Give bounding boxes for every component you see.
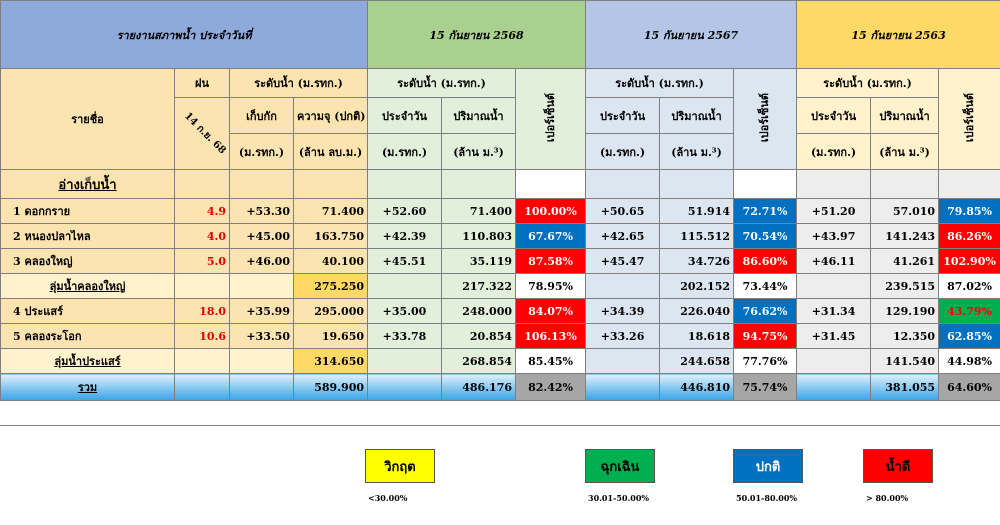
percent-2567: 76.62%	[734, 299, 797, 324]
col-name-header: รายชื่อ	[1, 69, 175, 170]
table-row	[1, 299, 1000, 324]
capacity-value: 71.400	[294, 199, 368, 224]
level-2568: +52.60	[368, 199, 442, 224]
reservoir-name: 2 หนองปลาไหล	[1, 224, 175, 249]
level-2567: +50.65	[586, 199, 660, 224]
percent-2563: 86.26%	[939, 224, 1000, 249]
level-2568: +33.78	[368, 324, 442, 349]
col-pct-2568-header: เปอร์เซ็นต์	[516, 69, 586, 170]
capacity-value: 163.750	[294, 224, 368, 249]
volume-2568: 71.400	[442, 199, 516, 224]
rain-value: 5.0	[175, 249, 230, 274]
col-storage-unit: (ม.รทก.)	[230, 134, 294, 170]
table-row	[1, 224, 1000, 249]
volume-2568: 20.854	[442, 324, 516, 349]
storage-level: +33.50	[230, 324, 294, 349]
legend-swatch: วิกฤต	[365, 449, 435, 483]
level-2563: +46.11	[797, 249, 871, 274]
col-volume-unit-2567: (ล้าน ม.³)	[660, 134, 734, 170]
volume-2568: 110.803	[442, 224, 516, 249]
col-capacity-unit: (ล้าน ลบ.ม.)	[294, 134, 368, 170]
volume-2567: 18.618	[660, 324, 734, 349]
col-daily-unit-2563: (ม.รทก.)	[797, 134, 871, 170]
report-title: รายงานสภาพน้ำ ประจำวันที่	[1, 1, 368, 69]
level-2563: +31.45	[797, 324, 871, 349]
reservoir-name: 1 ดอกกราย	[1, 199, 175, 224]
col-volume-2567: ปริมาณน้ำ	[660, 98, 734, 134]
level-2567: +33.26	[586, 324, 660, 349]
col-level-2563-header: ระดับน้ำ (ม.รทก.)	[797, 69, 939, 98]
level-2567: +42.65	[586, 224, 660, 249]
table-row	[1, 324, 1000, 349]
legend-swatch: น้ำดี	[863, 449, 933, 483]
volume-2568: 35.119	[442, 249, 516, 274]
legend-area	[0, 425, 1000, 525]
col-volume-unit-2563: (ล้าน ม.³)	[871, 134, 939, 170]
sum-row-prasae: ลุ่มน้ำประแสร์ 314.650 268.854 85.45% 244.658 77.76% 141.540 44.98%	[1, 349, 1000, 374]
col-volume-2568: ปริมาณน้ำ	[442, 98, 516, 134]
volume-2568: 248.000	[442, 299, 516, 324]
col-level-2567-header: ระดับน้ำ (ม.รทก.)	[586, 69, 734, 98]
volume-2563: 12.350	[871, 324, 939, 349]
level-2563: +43.97	[797, 224, 871, 249]
sum-row-khlongyai: ลุ่มน้ำคลองใหญ่ 275.250 217.322 78.95% 202.152 73.44% 239.515 87.02%	[1, 274, 1000, 299]
col-pct-2563-header: เปอร์เซ็นต์	[939, 69, 1000, 170]
col-daily-2563: ประจำวัน	[797, 98, 871, 134]
date-2567: 15 กันยายน 2567	[586, 1, 797, 69]
legend-range: 30.01-50.00%	[588, 493, 650, 503]
table-row	[1, 249, 1000, 274]
col-level-header: ระดับน้ำ (ม.รทก.)	[230, 69, 368, 98]
percent-2563: 43.79%	[939, 299, 1000, 324]
col-daily-2567: ประจำวัน	[586, 98, 660, 134]
col-level-2568-header: ระดับน้ำ (ม.รทก.)	[368, 69, 516, 98]
level-2567: +45.47	[586, 249, 660, 274]
table-row	[1, 199, 1000, 224]
col-capacity-header: ความจุ (ปกติ)	[294, 98, 368, 134]
percent-2567: 70.54%	[734, 224, 797, 249]
legend-range: <30.00%	[368, 493, 408, 503]
percent-2567: 94.75%	[734, 324, 797, 349]
level-2568: +42.39	[368, 224, 442, 249]
col-storage-header: เก็บกัก	[230, 98, 294, 134]
reservoir-name: 5 คลองระโอก	[1, 324, 175, 349]
storage-level: +35.99	[230, 299, 294, 324]
col-pct-2567-header: เปอร์เซ็นต์	[734, 69, 797, 170]
volume-2567: 115.512	[660, 224, 734, 249]
col-volume-unit-2568: (ล้าน ม.³)	[442, 134, 516, 170]
legend-swatch: ปกติ	[733, 449, 803, 483]
percent-2568: 100.00%	[516, 199, 586, 224]
legend-swatch: ฉุกเฉิน	[585, 449, 655, 483]
percent-2563: 102.90%	[939, 249, 1000, 274]
col-daily-unit-2567: (ม.รทก.)	[586, 134, 660, 170]
col-daily-unit-2568: (ม.รทก.)	[368, 134, 442, 170]
volume-2563: 129.190	[871, 299, 939, 324]
capacity-value: 19.650	[294, 324, 368, 349]
percent-2563: 79.85%	[939, 199, 1000, 224]
percent-2567: 72.71%	[734, 199, 797, 224]
level-2563: +31.34	[797, 299, 871, 324]
volume-2567: 226.040	[660, 299, 734, 324]
reservoir-name: 3 คลองใหญ่	[1, 249, 175, 274]
level-2567: +34.39	[586, 299, 660, 324]
col-rain-header: ฝน	[175, 69, 230, 98]
capacity-value: 40.100	[294, 249, 368, 274]
reservoir-name: 4 ประแสร์	[1, 299, 175, 324]
storage-level: +46.00	[230, 249, 294, 274]
rain-value: 4.0	[175, 224, 230, 249]
volume-2563: 57.010	[871, 199, 939, 224]
percent-2568: 67.67%	[516, 224, 586, 249]
legend-range: 50.01-80.00%	[736, 493, 798, 503]
percent-2568: 84.07%	[516, 299, 586, 324]
rain-value: 10.6	[175, 324, 230, 349]
volume-2567: 51.914	[660, 199, 734, 224]
storage-level: +45.00	[230, 224, 294, 249]
total-row: รวม 589.900 486.176 82.42% 446.810 75.74% 381.055 64.60%	[1, 374, 1000, 401]
volume-2567: 34.726	[660, 249, 734, 274]
col-volume-2563: ปริมาณน้ำ	[871, 98, 939, 134]
level-2568: +35.00	[368, 299, 442, 324]
col-rain-date: 14 ก.ย. 68	[175, 98, 230, 170]
rain-value: 4.9	[175, 199, 230, 224]
percent-2568: 87.58%	[516, 249, 586, 274]
percent-2563: 62.85%	[939, 324, 1000, 349]
storage-level: +53.30	[230, 199, 294, 224]
col-daily-2568: ประจำวัน	[368, 98, 442, 134]
date-2563: 15 กันยายน 2563	[797, 1, 1000, 69]
percent-2567: 86.60%	[734, 249, 797, 274]
capacity-value: 295.000	[294, 299, 368, 324]
date-2568: 15 กันยายน 2568	[368, 1, 586, 69]
level-2563: +51.20	[797, 199, 871, 224]
volume-2563: 41.261	[871, 249, 939, 274]
percent-2568: 106.13%	[516, 324, 586, 349]
legend-range: > 80.00%	[866, 493, 909, 503]
rain-value: 18.0	[175, 299, 230, 324]
volume-2563: 141.243	[871, 224, 939, 249]
level-2568: +45.51	[368, 249, 442, 274]
section-reservoir: อ่างเก็บน้ำ	[1, 170, 175, 199]
